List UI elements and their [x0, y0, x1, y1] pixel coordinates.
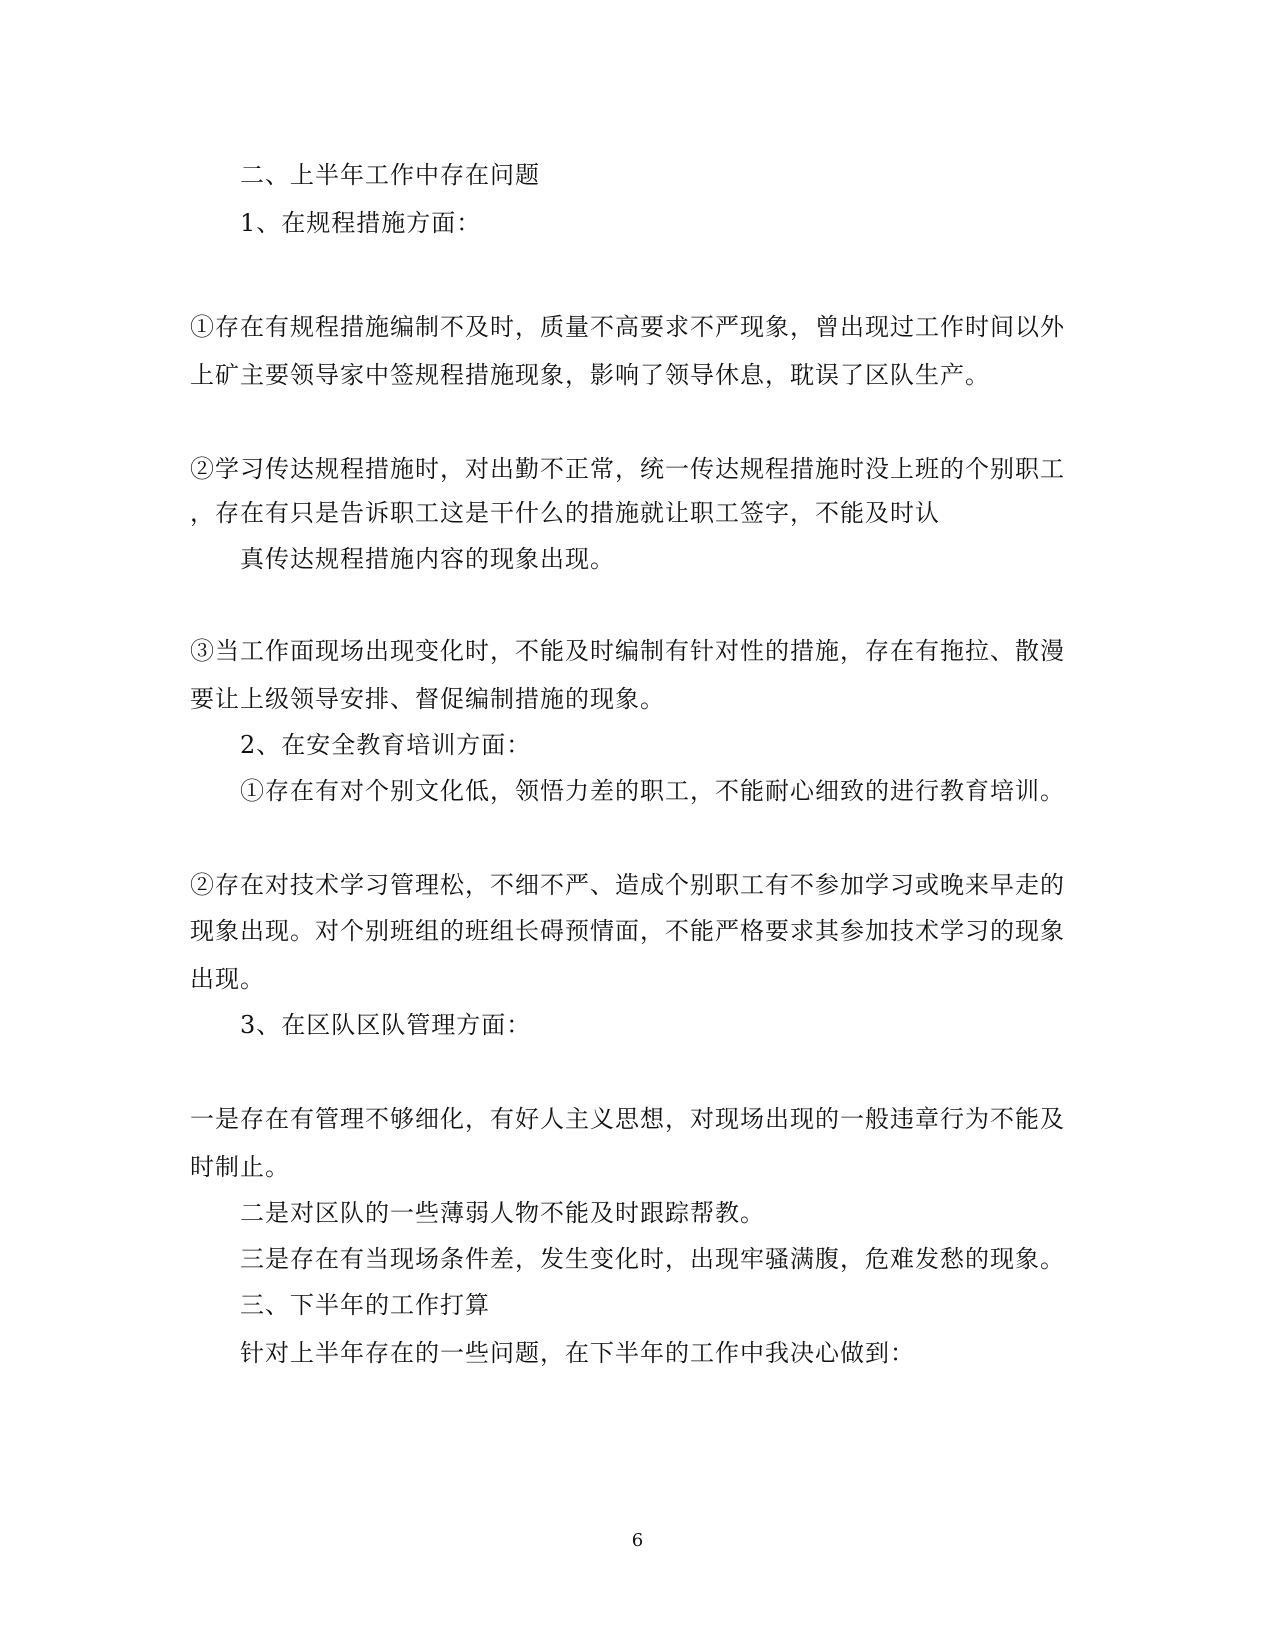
paragraph-line: 要让上级领导安排、督促编制措施的现象。 — [190, 685, 665, 713]
paragraph-line: 三是存在有当现场条件差，发生变化时，出现牢骚满腹，危难发愁的现象。 — [240, 1245, 1065, 1273]
paragraph-line: 出现。 — [190, 965, 265, 993]
paragraph-line: 现象出现。对个别班组的班组长碍预情面，不能严格要求其参加技术学习的现象 — [190, 917, 1065, 945]
paragraph-line: ②学习传达规程措施时，对出勤不正常，统一传达规程措施时没上班的个别职工 — [190, 455, 1065, 483]
paragraph-line: 真传达规程措施内容的现象出现。 — [240, 545, 615, 573]
subheading-team-management: 3、在区队区队管理方面： — [240, 1011, 532, 1039]
paragraph-line: ③当工作面现场出现变化时，不能及时编制有针对性的措施，存在有拖拉、散漫 — [190, 637, 1065, 665]
paragraph-line: ，存在有只是告诉职工这是干什么的措施就让职工签字，不能及时认 — [190, 499, 940, 527]
paragraph-line: 一是存在有管理不够细化，有好人主义思想，对现场出现的一般违章行为不能及 — [190, 1105, 1065, 1133]
page-number: 6 — [631, 1530, 644, 1551]
paragraph-line: 针对上半年存在的一些问题，在下半年的工作中我决心做到： — [240, 1339, 915, 1367]
paragraph-line: 二是对区队的一些薄弱人物不能及时跟踪帮教。 — [240, 1199, 765, 1227]
paragraph-line: ①存在有对个别文化低，领悟力差的职工，不能耐心细致的进行教育培训。 — [240, 777, 1065, 805]
paragraph-line: 时制止。 — [190, 1153, 290, 1181]
section-heading-problems: 二、上半年工作中存在问题 — [240, 161, 540, 189]
paragraph-line: 上矿主要领导家中签规程措施现象，影响了领导休息，耽误了区队生产。 — [190, 361, 990, 389]
section-heading-plans: 三、下半年的工作打算 — [240, 1291, 490, 1319]
paragraph-line: ②存在对技术学习管理松，不细不严、造成个别职工有不参加学习或晚来早走的 — [190, 871, 1065, 899]
subheading-procedures: 1、在规程措施方面： — [240, 209, 482, 237]
subheading-safety-training: 2、在安全教育培训方面： — [240, 731, 532, 759]
paragraph-line: ①存在有规程措施编制不及时，质量不高要求不严现象，曾出现过工作时间以外 — [190, 313, 1065, 341]
